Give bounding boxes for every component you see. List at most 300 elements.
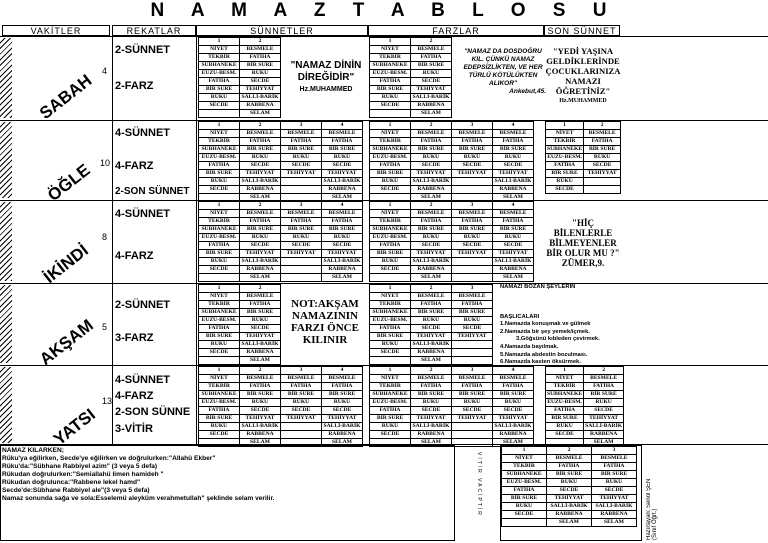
step-cell: RUKU	[370, 258, 411, 266]
step-cell: RABBENA	[240, 266, 281, 274]
step-cell: TEHİYYAT	[322, 250, 363, 258]
step-grid	[369, 121, 534, 202]
step-cell: BİR SURE	[493, 226, 534, 234]
step-number: 4	[493, 367, 534, 375]
step-cell: FATİHA	[370, 242, 411, 250]
step-cell: BİR SURE	[370, 415, 411, 423]
step-number: 4	[493, 122, 534, 130]
step-cell: TEKBİR	[546, 383, 584, 391]
step-cell: FATİHA	[370, 325, 411, 333]
step-cell: TEKBİR	[370, 138, 411, 146]
step-cell: SECDE	[411, 162, 452, 170]
rakat-ikindi-farz: 4-FARZ	[115, 250, 154, 262]
step-cell: TEHİYYAT	[240, 170, 281, 178]
step-grid	[545, 121, 621, 194]
step-cell: FATİHA	[411, 383, 452, 391]
namaz-kilarken-line: Rüku'da:"Sübhane Rabbiyel azim" (3 veya 5 defa)	[2, 463, 158, 470]
step-cell: EUZU-BESM.	[370, 317, 411, 325]
step-cell: RUKU	[592, 479, 637, 487]
step-cell: RABBENA	[584, 431, 624, 439]
step-cell: BİR SURE	[240, 391, 281, 399]
step-number: 1	[370, 202, 411, 210]
step-grid	[545, 366, 624, 447]
namaz-kilarken-line: Rükudan doğrulunca:"Rabbene lekel hamd"	[2, 479, 141, 486]
step-cell: RUKU	[493, 154, 534, 162]
step-cell: SELAM	[322, 194, 363, 202]
prayer-name-yatsi: YATSI	[50, 404, 99, 449]
step-cell: SUBHANEKE	[370, 391, 411, 399]
step-cell: SECDE	[493, 242, 534, 250]
step-cell	[452, 341, 493, 349]
step-cell: RUKU	[493, 234, 534, 242]
step-number: 3	[281, 367, 322, 375]
step-cell: FATİHA	[370, 407, 411, 415]
namaz-kilarken-line: Rüku'ya eğilirken, Secde'ye eğilirken ve doğrulurken:"Allahü Ekber"	[2, 455, 216, 462]
step-cell: RUKU	[199, 423, 240, 431]
step-grid	[198, 366, 363, 447]
bozan-item: 5.Namazda abdestin bozulması.	[500, 351, 588, 358]
step-number: 2	[240, 367, 281, 375]
step-cell: BESMELE	[240, 210, 281, 218]
step-number: 1	[502, 447, 547, 455]
step-cell: RUKU	[546, 423, 584, 431]
step-cell: RUKU	[370, 341, 411, 349]
prayer-count-aksam: 5	[102, 322, 108, 332]
step-number: 2	[584, 367, 624, 375]
step-cell: BESMELE	[322, 130, 363, 138]
rakat-ogle-sunnet: 4-SÜNNET	[115, 127, 171, 139]
step-cell: BİR SURE	[199, 250, 240, 258]
step-cell: SUBHANEKE	[199, 62, 240, 70]
step-cell: SALLİ-BARİK	[412, 178, 450, 184]
step-cell: SALLİ-BARİK	[547, 503, 592, 511]
step-cell: SECDE	[493, 162, 534, 170]
step-cell: BİR SURE	[452, 391, 493, 399]
step-cell: FATİHA	[199, 162, 240, 170]
hatch-yatsi	[0, 367, 12, 443]
step-cell: FATİHA	[322, 218, 363, 226]
step-cell: SECDE	[199, 102, 240, 110]
step-number: 4	[322, 367, 363, 375]
bozan-title: NAMAZI BOZAN ŞEYLERİN	[500, 284, 576, 290]
step-cell: TEHİYYAT	[322, 415, 363, 423]
hatch-aksam	[0, 285, 12, 363]
rakat-yatsi-sunnet: 4-SÜNNET	[115, 374, 171, 386]
step-cell: SECDE	[199, 431, 240, 439]
note-ankebut-text: "NAMAZ DA DOSDOĞRU KIL. ÇÜNKÜ NAMAZ EDEPSİZLİKTEN, VE HER TÜRLÜ KÖTÜLÜKTEN ALIKOR"	[463, 48, 543, 87]
step-cell: BİR SURE	[502, 495, 547, 503]
step-cell: SECDE	[493, 407, 534, 415]
step-cell: RUKU	[411, 70, 452, 78]
namaz-kilarken-line: Secde'de:Sübhane Rabbiyel ale"(3 veya 5 defa)	[2, 487, 150, 494]
step-cell: BİR SURE	[281, 391, 322, 399]
step-cell: TEHİYYAT	[452, 170, 493, 178]
note-aksam: NOT:AKŞAM NAMAZININ FARZI ÖNCE KILINIR	[291, 298, 359, 346]
step-cell: BESMELE	[584, 375, 624, 383]
step-cell: EUZU-BESM.	[370, 70, 411, 78]
step-cell: SALLİ-BARİK	[241, 94, 279, 100]
step-cell: SUBHANEKE	[199, 226, 240, 234]
step-cell: SALLİ-BARİK	[592, 503, 637, 511]
step-cell: RUKU	[411, 399, 452, 407]
step-cell: SECDE	[281, 407, 322, 415]
step-cell: BİR SURE	[411, 146, 452, 154]
step-cell: SELAM	[547, 519, 592, 527]
step-cell: SECDE	[370, 431, 411, 439]
step-cell: TEHİYYAT	[281, 250, 322, 258]
step-cell: SALLİ-BARİK	[241, 341, 279, 347]
namaz-kilarken-line: Rükudan doğrulurken:"Semiallahü limen hamideh "	[2, 471, 164, 478]
step-cell: RABBENA	[322, 431, 363, 439]
step-cell: SELAM	[240, 194, 281, 202]
step-cell: RUKU	[452, 234, 493, 242]
step-cell: RABBENA	[240, 431, 281, 439]
step-cell: NİYET	[199, 375, 240, 383]
step-cell: RUKU	[281, 399, 322, 407]
divider-rekatlar	[112, 36, 113, 445]
step-cell: BESMELE	[584, 130, 621, 138]
bozan-item: BAŞLICALARI	[500, 313, 540, 320]
step-cell: BİR SURE	[322, 226, 363, 234]
prayer-name-ikindi: İKİNDİ	[40, 240, 92, 287]
step-cell: SELAM	[322, 274, 363, 282]
step-cell: TEHİYYAT	[240, 333, 281, 341]
step-cell: TEKBİR	[370, 301, 411, 309]
step-cell: RUKU	[240, 317, 281, 325]
step-cell: RABBENA	[240, 102, 281, 110]
step-cell: SALLİ-BARİK	[323, 423, 361, 429]
step-cell: FATİHA	[240, 383, 281, 391]
step-cell: EUZU-BESM.	[547, 399, 582, 405]
step-cell: RUKU	[240, 234, 281, 242]
note-ankebut-src: Ankebut,45.	[509, 88, 546, 95]
step-cell	[281, 431, 322, 439]
step-cell: SECDE	[547, 487, 592, 495]
step-cell: SECDE	[370, 266, 411, 274]
step-cell: TEKBİR	[199, 54, 240, 62]
step-cell: FATİHA	[493, 138, 534, 146]
step-cell: BESMELE	[411, 130, 452, 138]
step-cell: BİR SURE	[411, 391, 452, 399]
step-number: 1	[370, 122, 411, 130]
step-cell: SECDE	[240, 162, 281, 170]
step-cell: TEHİYYAT	[452, 250, 493, 258]
step-cell: NİYET	[370, 210, 411, 218]
step-cell: BESMELE	[281, 130, 322, 138]
step-cell: RUKU	[584, 154, 621, 162]
step-number: 2	[411, 285, 452, 293]
bozan-item: 4.Namazda bayılmak.	[500, 343, 559, 350]
step-cell	[281, 186, 322, 194]
step-cell: RABBENA	[411, 102, 452, 110]
step-cell: FATİHA	[493, 383, 534, 391]
step-cell: SECDE	[452, 242, 493, 250]
step-number: 4	[322, 202, 363, 210]
step-cell	[199, 357, 240, 365]
prayer-count-sabah: 4	[102, 66, 108, 76]
step-cell: RABBENA	[411, 431, 452, 439]
step-cell: EUZU-BESM.	[547, 154, 582, 160]
step-cell: RUKU	[411, 154, 452, 162]
step-number: 1	[199, 122, 240, 130]
step-cell: FATİHA	[547, 463, 592, 471]
step-cell: SUBHANEKE	[199, 309, 240, 317]
step-number: 2	[240, 38, 281, 46]
step-cell: BİR SURE	[493, 391, 534, 399]
step-cell: BİR SURE	[281, 146, 322, 154]
step-cell: TEKBİR	[199, 383, 240, 391]
step-cell: SECDE	[370, 102, 411, 110]
step-cell: BİR SURE	[199, 333, 240, 341]
step-cell: FATİHA	[322, 383, 363, 391]
step-cell: SELAM	[322, 439, 363, 447]
step-cell: RUKU	[547, 479, 592, 487]
step-cell	[199, 110, 240, 118]
step-cell: TEHİYYAT	[592, 495, 637, 503]
step-cell: SELAM	[592, 519, 637, 527]
step-cell: RUKU	[240, 399, 281, 407]
step-cell: BESMELE	[452, 375, 493, 383]
step-cell	[452, 266, 493, 274]
step-cell: NİYET	[370, 130, 411, 138]
step-cell: TEKBİR	[370, 383, 411, 391]
rakat-aksam-sunnet: 2-SÜNNET	[115, 299, 171, 311]
step-cell: FATİHA	[240, 54, 281, 62]
step-cell: BİR SURE	[281, 226, 322, 234]
step-cell: BİR SURE	[240, 226, 281, 234]
step-number: 2	[547, 447, 592, 455]
step-cell: EUZU-BESM.	[502, 479, 547, 487]
step-cell: SELAM	[240, 357, 281, 365]
step-cell: FATİHA	[240, 138, 281, 146]
step-cell: BİR SURE	[493, 146, 534, 154]
step-cell: RUKU	[493, 399, 534, 407]
step-grid	[198, 37, 281, 118]
step-cell: RUKU	[199, 341, 240, 349]
rakat-ikindi-sunnet: 4-SÜNNET	[115, 208, 171, 220]
step-cell: TEKBİR	[199, 218, 240, 226]
step-cell: RABBENA	[411, 186, 452, 194]
step-cell	[452, 431, 493, 439]
rakat-yatsi-farz: 4-FARZ	[115, 390, 154, 402]
note-yedi-yas-text: "YEDİ YAŞINA GELDİKLERİNDE ÇOCUKLARINIZA NAMAZI ÖĞRETİNİZ"	[545, 46, 621, 96]
step-cell: SECDE	[592, 487, 637, 495]
step-cell: BESMELE	[322, 375, 363, 383]
step-number: 2	[411, 367, 452, 375]
step-cell	[584, 186, 621, 194]
step-cell: TEHİYYAT	[452, 333, 493, 341]
step-cell	[584, 178, 621, 186]
step-cell: BESMELE	[240, 46, 281, 54]
step-cell: TEHİYYAT	[240, 250, 281, 258]
step-cell: SELAM	[584, 439, 624, 447]
step-cell: SELAM	[493, 439, 534, 447]
step-cell: NİYET	[502, 455, 547, 463]
step-cell: BİR SURE	[370, 86, 411, 94]
step-cell	[452, 186, 493, 194]
step-cell: TEHİYYAT	[547, 495, 592, 503]
step-cell: BİR SURE	[584, 391, 624, 399]
step-cell: FATİHA	[199, 407, 240, 415]
step-cell: BESMELE	[240, 375, 281, 383]
note-namaz-direk	[284, 60, 368, 96]
step-cell: EUZU-BESM.	[199, 399, 240, 407]
step-cell: BİR SURE	[546, 170, 584, 178]
step-number: 3	[452, 122, 493, 130]
rakat-yatsi-vitir: 3-VİTİR	[115, 423, 153, 435]
header-son-sunnet: SON SÜNNET	[544, 25, 620, 36]
rakat-ogle-son: 2-SON SÜNNET	[115, 186, 190, 197]
step-cell: SALLİ-BARİK	[494, 423, 532, 429]
step-cell: NİYET	[199, 210, 240, 218]
header-farzlar: FARZLAR	[368, 25, 544, 36]
step-cell	[370, 357, 411, 365]
step-cell	[452, 258, 493, 266]
step-cell: TEHİYYAT	[411, 333, 452, 341]
step-cell: FATİHA	[592, 463, 637, 471]
step-cell: SALLİ-BARİK	[412, 341, 450, 347]
step-cell: BİR SURE	[322, 146, 363, 154]
step-cell: SALLİ-BARİK	[323, 178, 361, 184]
step-cell: SUBHANEKE	[370, 62, 411, 70]
step-cell	[281, 274, 322, 282]
step-number: 2	[240, 202, 281, 210]
divider-cells	[196, 36, 197, 445]
step-cell: RABBENA	[493, 431, 534, 439]
step-number: 4	[322, 122, 363, 130]
step-cell: SELAM	[411, 439, 452, 447]
step-cell: BİR SURE	[199, 86, 240, 94]
step-cell: SECDE	[281, 242, 322, 250]
step-cell: TEHİYYAT	[411, 415, 452, 423]
step-cell: FATİHA	[411, 218, 452, 226]
step-cell: BESMELE	[281, 375, 322, 383]
step-cell: NİYET	[546, 375, 584, 383]
step-cell: RABBENA	[240, 186, 281, 194]
step-cell: SALLİ-BARİK	[241, 258, 279, 264]
step-cell: FATİHA	[493, 218, 534, 226]
step-cell: SECDE	[502, 511, 547, 519]
step-number: 3	[452, 367, 493, 375]
step-cell: BESMELE	[592, 455, 637, 463]
namaz-kilarken-title: NAMAZ KILARKEN;	[2, 447, 64, 454]
step-cell	[452, 439, 493, 447]
step-cell: SECDE	[370, 186, 411, 194]
step-grid	[198, 121, 363, 202]
step-number: 3	[452, 202, 493, 210]
step-cell: RUKU	[322, 399, 363, 407]
vitir-frame	[500, 445, 642, 541]
step-number: 3	[592, 447, 637, 455]
step-cell	[281, 423, 322, 431]
step-cell: SECDE	[240, 325, 281, 333]
step-cell: SECDE	[240, 407, 281, 415]
step-cell: FATİHA	[370, 78, 411, 86]
step-cell: TEHİYYAT	[493, 250, 534, 258]
step-cell: RUKU	[502, 503, 547, 511]
step-cell: BİR SURE	[411, 62, 452, 70]
step-cell: BİR SURE	[411, 226, 452, 234]
step-cell: RABBENA	[322, 266, 363, 274]
step-cell: TEHİYYAT	[281, 170, 322, 178]
step-cell: RUKU	[370, 178, 411, 186]
step-cell: FATİHA	[411, 138, 452, 146]
step-cell: TEKBİR	[370, 54, 411, 62]
step-cell: SECDE	[370, 349, 411, 357]
step-cell: NİYET	[370, 293, 411, 301]
step-cell: BESMELE	[493, 130, 534, 138]
step-cell: FATİHA	[240, 301, 281, 309]
note-ankebut	[460, 48, 546, 96]
hazirlayan-label: Hazırlayan: Senol ŞEN (Sınıf Öğrt.)	[646, 478, 658, 540]
step-cell: TEHİYYAT	[240, 86, 281, 94]
step-cell: BİR SURE	[240, 146, 281, 154]
step-cell: SELAM	[493, 194, 534, 202]
step-cell: FATİHA	[452, 301, 493, 309]
step-cell: FATİHA	[452, 218, 493, 226]
hatch-ikindi	[0, 202, 12, 281]
step-cell: BİR SURE	[370, 250, 411, 258]
step-cell: SALLİ-BARİK	[323, 258, 361, 264]
step-cell: FATİHA	[546, 162, 584, 170]
step-cell: SECDE	[199, 349, 240, 357]
step-cell: SALLİ-BARİK	[494, 258, 532, 264]
rakat-sabah-farz: 2-FARZ	[115, 80, 154, 92]
step-cell: FATİHA	[584, 383, 624, 391]
header-vakitler: VAKİTLER	[2, 25, 110, 36]
step-cell: TEHİYYAT	[411, 170, 452, 178]
step-cell: BESMELE	[240, 130, 281, 138]
step-cell: BESMELE	[411, 46, 452, 54]
step-cell: SECDE	[240, 78, 281, 86]
step-cell: EUZU-BESM.	[199, 317, 240, 325]
step-cell: SECDE	[199, 186, 240, 194]
step-cell: SUBHANEKE	[370, 146, 411, 154]
step-cell: BİR SURE	[411, 309, 452, 317]
rakat-aksam-farz: 3-FARZ	[115, 332, 154, 344]
step-cell: TEHİYYAT	[452, 415, 493, 423]
step-cell: TEHİYYAT	[411, 86, 452, 94]
step-cell: NİYET	[370, 375, 411, 383]
step-cell: SUBHANEKE	[547, 391, 583, 397]
step-cell: EUZU-BESM.	[370, 154, 411, 162]
step-cell	[199, 274, 240, 282]
step-cell: BİR SURE	[240, 309, 281, 317]
step-cell: RUKU	[411, 234, 452, 242]
step-number: 1	[199, 38, 240, 46]
prayer-count-yatsi: 13	[102, 396, 113, 406]
step-cell: FATİHA	[199, 242, 240, 250]
step-cell: FATİHA	[199, 325, 240, 333]
step-cell: TEHİYYAT	[493, 415, 534, 423]
step-cell: FATİHA	[322, 138, 363, 146]
step-cell: BİR SURE	[547, 471, 592, 479]
step-cell: FATİHA	[411, 54, 452, 62]
header-rekatlar: REKATLAR	[112, 25, 196, 36]
step-cell: BESMELE	[411, 293, 452, 301]
step-cell: EUZU-BESM.	[199, 154, 240, 162]
step-cell: NİYET	[370, 46, 411, 54]
step-cell: SECDE	[584, 407, 624, 415]
step-cell: RABBENA	[411, 266, 452, 274]
step-cell: SALLİ-BARİK	[412, 423, 450, 429]
note-namaz-direk-text: "NAMAZ DİNİN DİREĞİDİR"	[290, 60, 362, 83]
step-number: 3	[281, 122, 322, 130]
step-cell: TEKBİR	[199, 138, 240, 146]
step-cell: EUZU-BESM.	[370, 399, 411, 407]
step-cell: SECDE	[452, 407, 493, 415]
step-cell: SALLİ-BARİK	[494, 178, 532, 184]
